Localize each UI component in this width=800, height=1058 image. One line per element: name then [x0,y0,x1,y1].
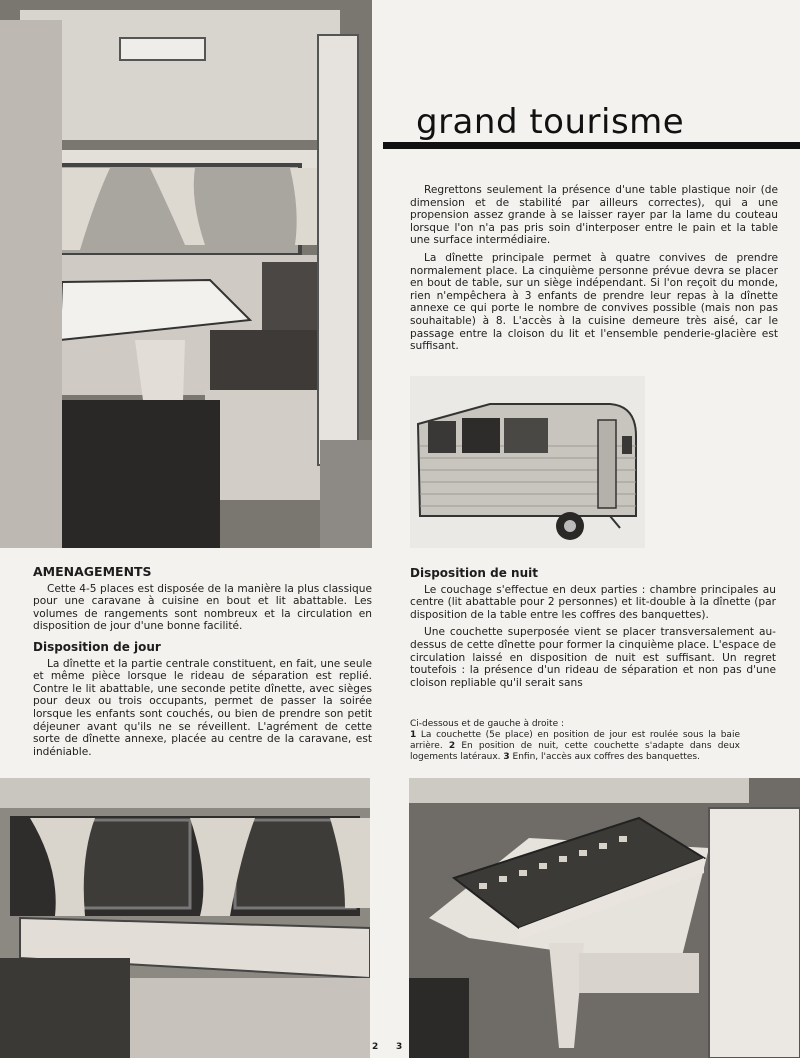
caption-intro: Ci-dessous et de gauche à droite : [410,719,564,729]
caption-number-1: 1 [410,730,417,740]
disposition-nuit-paragraph-1: Le couchage s'effectue en deux parties : chambre principales au centre (lit abattable pour 2 personnes) et lit-double à la dînette (par disposition de la table entre les coffres des banquettes). [410,583,776,621]
disposition-jour-heading: Disposition de jour [33,639,161,654]
caption-body [410,730,740,763]
disposition-nuit-paragraph-2: Une couchette superposée vient se placer transversalement au-dessus de cette dînette pour former la cinquième place. L'espace de circulation laissé en disposition de nuit est suffisant. Un regret toutefois : la présence d'un rideau de séparation et non pas d'une cloison repliable qu'il serait sans [410,626,776,689]
caption-text-3: Enfin, l'accès aux coffres des banquettes. [509,752,700,762]
intro-paragraph-2: La dînette principale permet à quatre convives de prendre normalement place. La cinquième personne prévue devra se placer en bout de table, sur un siège indépendant. Si l'on reçoit du monde, rien n'empêchera à 3 enfants de prendre leur repas à la dînette annexe ce qui porte le nombre de convives possible (mais non pas souhaitable) à 8. L'accès à la cuisine demeure très aisé, car le passage entre la cloison du lit et l'ensemble penderie-glacière est suffisant. [410,251,778,353]
caption-text-2: En position de nuit, cette couchette s'adapte dans deux logements latéraux. [410,741,740,762]
photo-caption [410,719,740,763]
page-title: grand tourisme [416,102,685,142]
page-number-left: 2 [372,1042,379,1052]
title-rule [383,142,800,149]
disposition-jour-paragraph: La dînette et la partie centrale constituent, en fait, une seule et même pièce lorsque le rideau de séparation est replié. Contre le lit abattable, une seconde petite dînette, avec sièges pour deux ou trois occupants, permet de passer la soirée lorsque les enfants sont couchés, ou bien de prendre son petit déjeuner avant qu'ils ne se réveillent. L'agrément de cette sorte de dînette annexe, placée au centre de la caravane, est indéniable. [33,657,372,758]
bunk-day-position-photo [0,778,370,1058]
amenagements-heading: AMENAGEMENTS [33,564,152,579]
caravan-exterior-photo [410,376,645,548]
right-column-text [410,567,776,694]
intro-paragraph-1: Regrettons seulement la présence d'une table plastique noir (de dimension et de stabilité par ailleurs correctes), qui a une propension assez grande à se laisser rayer par la lame du couteau lorsque l'on n'a pas pris soin d'interposer entre le pain et la table une surface intermédiaire. [410,184,778,247]
page-number-right: 3 [396,1042,403,1052]
caption-number-2: 2 [448,741,456,751]
amenagements-paragraph: Cette 4-5 places est disposée de la manière la plus classique pour une caravane à cuisine en bout et lit abattable. Les volumes de rangements sont nombreux et la circulation en disposition de jour d'une bonne facilité. [33,582,372,633]
disposition-nuit-heading: Disposition de nuit [410,566,538,580]
left-column-text [33,566,372,763]
interior-dinette-photo [0,0,372,548]
caption-number-3: 3 [503,752,510,762]
bunk-night-position-photo [409,778,800,1058]
caption-text-1: La couchette (5e place) en position de jour est roulée sous la baie arrière. [410,730,740,751]
right-intro-text [410,184,778,358]
